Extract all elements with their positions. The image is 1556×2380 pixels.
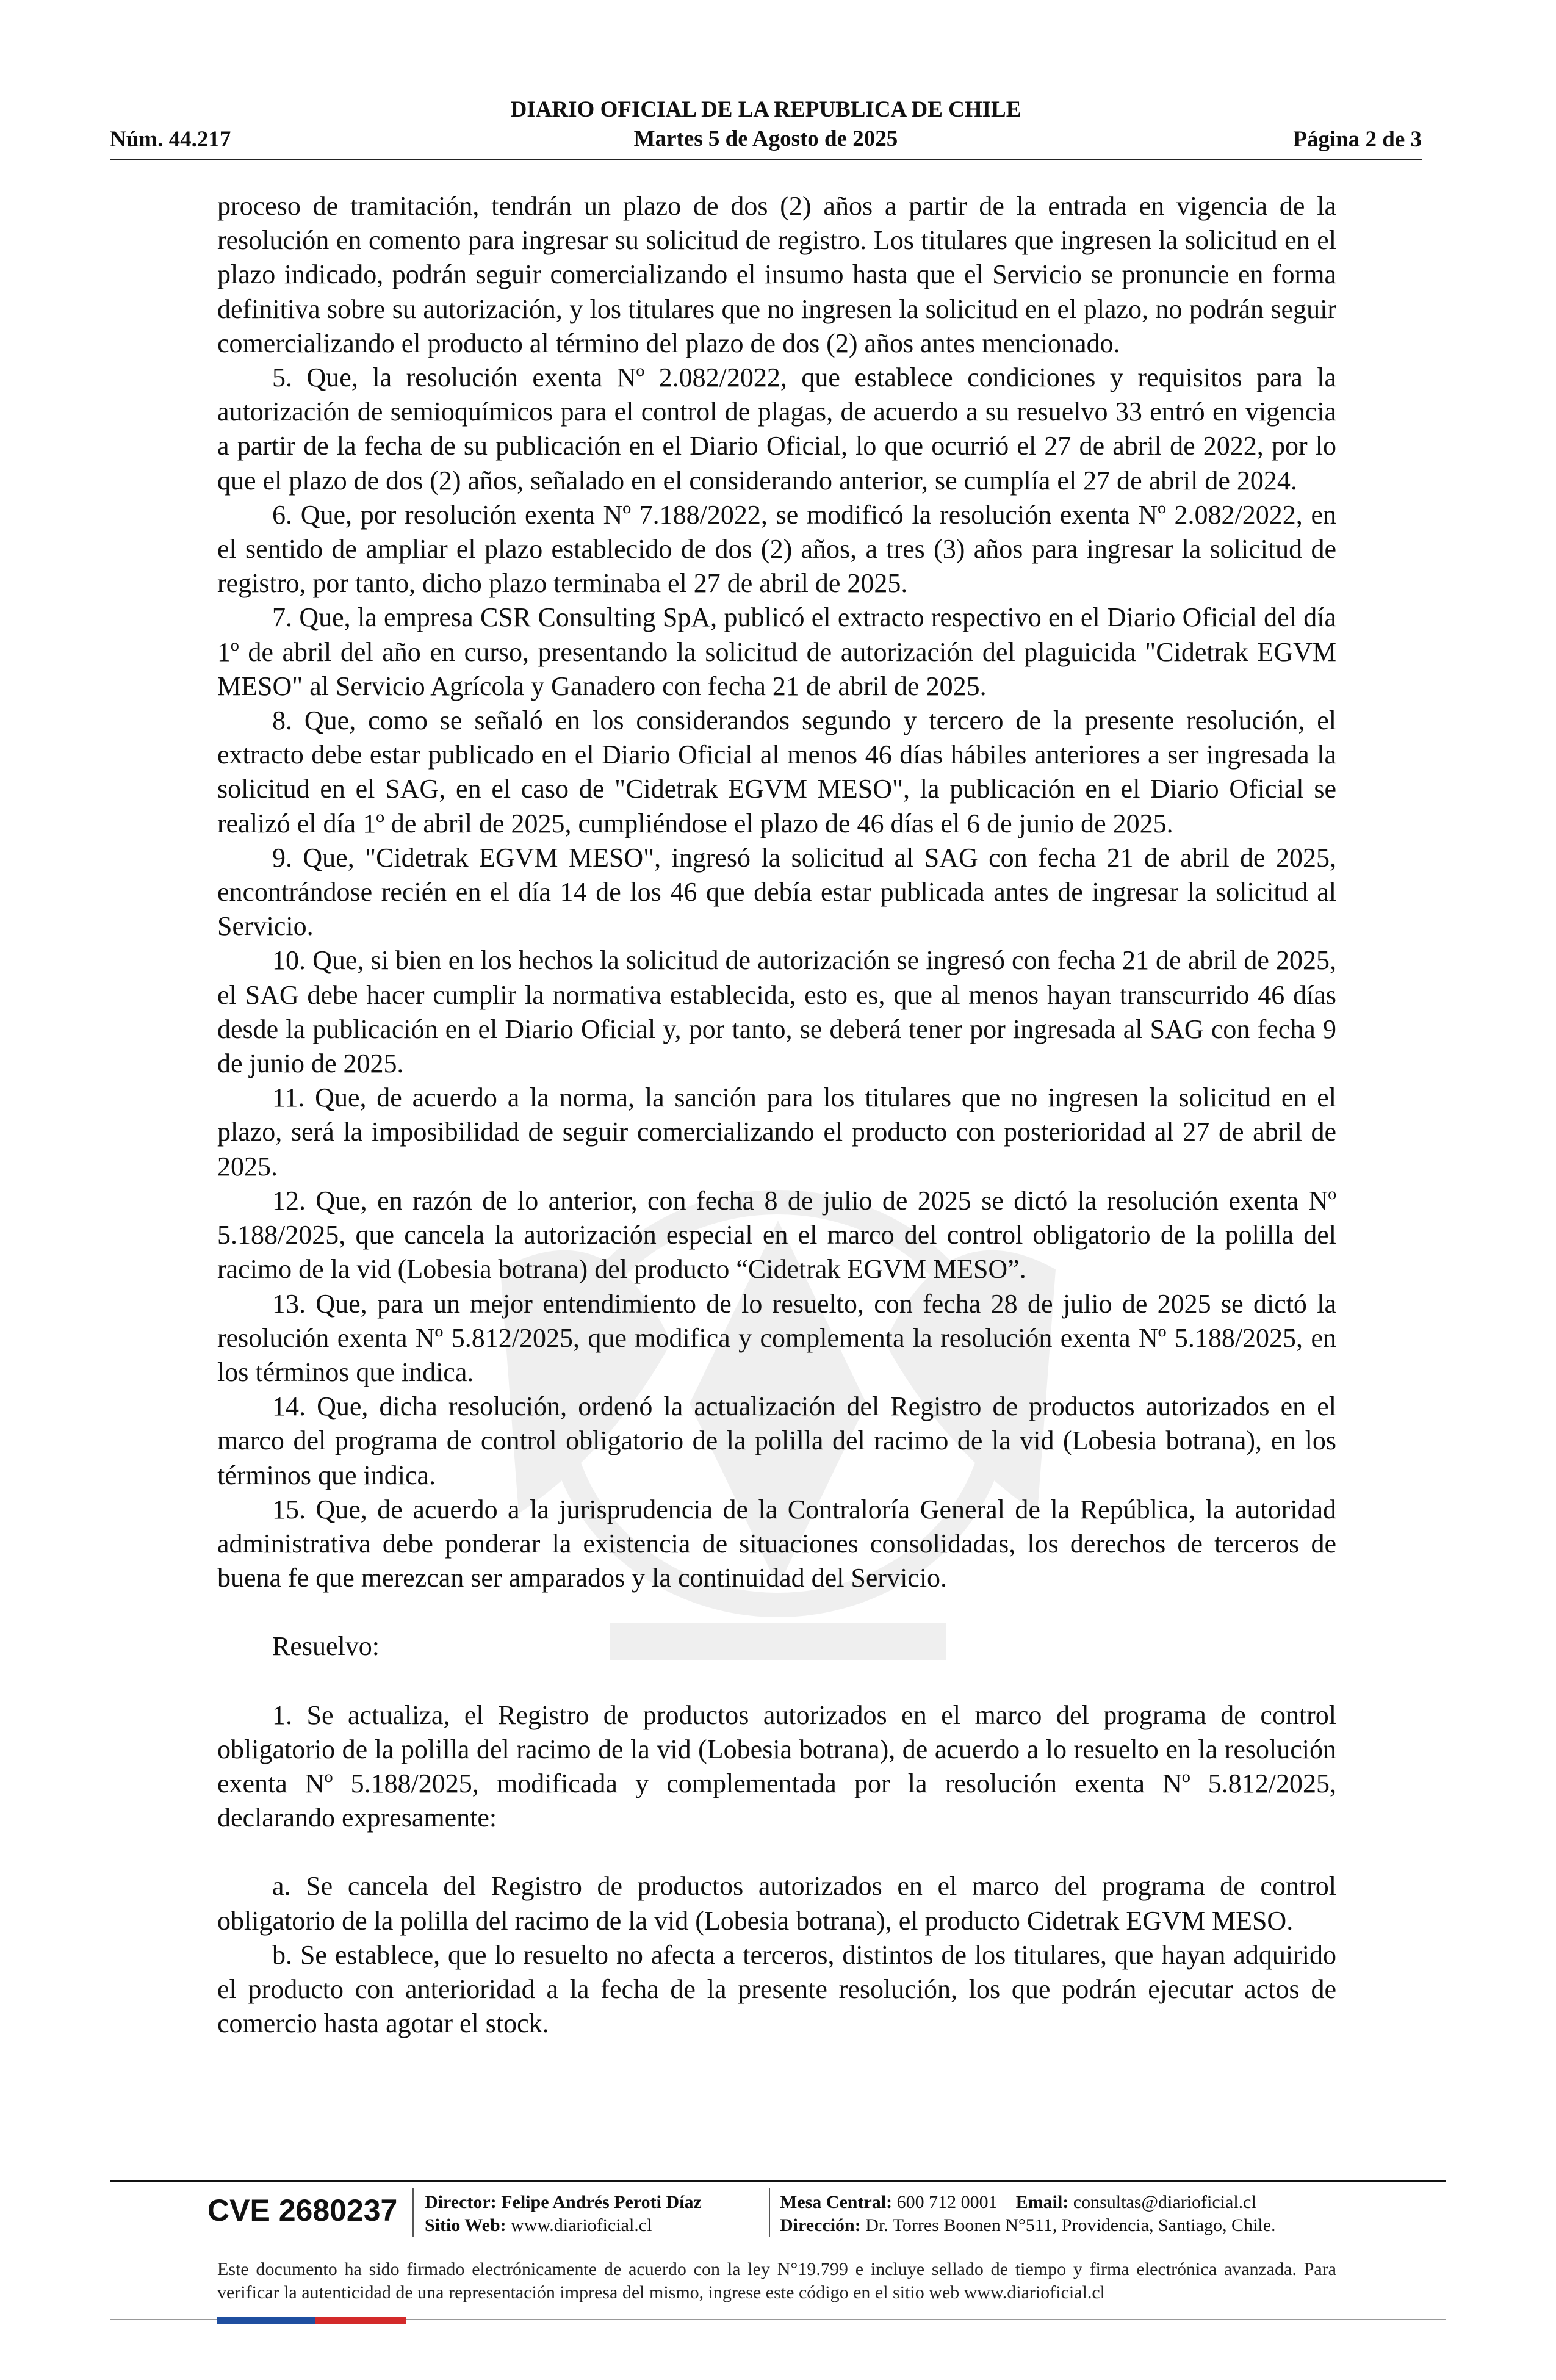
cve-code: CVE 2680237 (207, 2193, 398, 2227)
considerando-9: 9. Que, "Cidetrak EGVM MESO", ingresó la solicitud al SAG con fecha 21 de abril de 2025, encontrándose recién en el día 14 de los 46 que debía estar publicada antes de ingresar la solicitud al Servicio. (217, 842, 1336, 942)
director-name: Felipe Andrés Peroti Díaz (501, 2192, 702, 2212)
page-header (110, 92, 1422, 160)
spacer (217, 1595, 1336, 1629)
footer-divider (412, 2188, 414, 2237)
masthead-title: DIARIO OFICIAL DE LA REPUBLICA DE CHILE (510, 97, 1021, 122)
footer-director-block (425, 2191, 702, 2237)
footer-divider (769, 2188, 770, 2237)
considerando-13: 13. Que, para un mejor entendimiento de lo resuelto, con fecha 28 de julio de 2025 se dictó la resolución exenta Nº 5.812/2025, que modifica y complementa la resolución exenta Nº 5.188/2025, en los términos que indica. (217, 1288, 1336, 1387)
email-label: Email: (1015, 2192, 1069, 2212)
considerando-11: 11. Que, de acuerdo a la norma, la sanción para los titulares que no ingresen la solicitud en el plazo, será la imposibilidad de seguir comercializando el producto con posterioridad al 27 de abril de 2025. (217, 1083, 1336, 1181)
flag-blue-band (217, 2317, 315, 2324)
resuelvo-item-b: b. Se establece, que lo resuelto no afecta a terceros, distintos de los titulares, que hayan adquirido el producto con anterioridad a la fecha de la presente resolución, los que podrán ejecutar actos de comercio hasta agotar el stock. (217, 1939, 1336, 2039)
document-body (217, 189, 1336, 2041)
issue-date: Martes 5 de Agosto de 2025 (633, 126, 898, 151)
director-label: Director: (425, 2192, 497, 2212)
email-link[interactable]: consultas@diarioficial.cl (1073, 2192, 1256, 2212)
flag-stripe (217, 2317, 406, 2324)
address-value: Dr. Torres Boonen N°511, Providencia, Santiago, Chile. (865, 2215, 1276, 2235)
website-link[interactable]: www.diarioficial.cl (511, 2215, 652, 2235)
spacer (217, 1664, 1336, 1698)
resuelvo-heading: Resuelvo: (272, 1631, 380, 1662)
considerando-12: 12. Que, en razón de lo anterior, con fecha 8 de julio de 2025 se dictó la resolución exenta Nº 5.188/2025, que cancela la autorización especial en el marco del control obligatorio de la polilla del racimo de la vid (Lobesia botrana) del producto “Cidetrak EGVM MESO”. (217, 1185, 1336, 1285)
signature-notice: Este documento ha sido firmado electrónicamente de acuerdo con la ley N°19.799 e incluye sellado de tiempo y firma electrónica avanzada. Para verificar la autenticidad de una representación impresa del mismo, ingrese este código en el sitio web www.diarioficial.cl (217, 2259, 1336, 2302)
footer-contact-block (780, 2191, 1276, 2237)
footer-rule (110, 2180, 1446, 2182)
phone-label: Mesa Central: (780, 2192, 893, 2212)
spacer (217, 1835, 1336, 1869)
phone-number: 600 712 0001 (896, 2192, 998, 2212)
page-number: Página 2 de 3 (1293, 127, 1422, 152)
considerando-14: 14. Que, dicha resolución, ordenó la actualización del Registro de productos autorizados en el marco del programa de control obligatorio de la polilla del racimo de la vid (Lobesia botrana), en los términos que indica. (217, 1391, 1336, 1490)
resuelvo-1: 1. Se actualiza, el Registro de productos autorizados en el marco del programa de control obligatorio de la polilla del racimo de la vid (Lobesia botrana), de acuerdo a lo resuelto en la resolución exenta Nº 5.188/2025, modificada y complementada por la resolución exenta Nº 5.812/2025, declarando expresamente: (217, 1700, 1336, 1833)
issue-number: Núm. 44.217 (110, 127, 231, 152)
considerando-8: 8. Que, como se señaló en los considerandos segundo y tercero de la presente resolución, el extracto debe estar publicado en el Diario Oficial al menos 46 días hábiles anteriores a ser ingresada la solicitud en el SAG, en el caso de "Cidetrak EGVM MESO", la publicación en el Diario Oficial se realizó el día 1º de abril de 2025, cumpliéndose el plazo de 46 días el 6 de junio de 2025. (217, 705, 1336, 838)
considerando-6: 6. Que, por resolución exenta Nº 7.188/2022, se modificó la resolución exenta Nº 2.082/2022, en el sentido de ampliar el plazo establecido de dos (2) años, a tres (3) años para ingresar la solicitud de registro, por tanto, dicho plazo terminaba el 27 de abril de 2025. (217, 499, 1336, 599)
considerando-5: 5. Que, la resolución exenta Nº 2.082/2022, que establece condiciones y requisitos para la autorización de semioquímicos para el control de plagas, de acuerdo a su resuelvo 33 entró en vigencia a partir de la fecha de su publicación en el Diario Oficial, lo que ocurrió el 27 de abril de 2022, por lo que el plazo de dos (2) años, señalado en el considerando anterior, se cumplía el 27 de abril de 2024. (217, 362, 1336, 496)
resuelvo-item-a: a. Se cancela del Registro de productos autorizados en el marco del programa de control obligatorio de la polilla del racimo de la vid (Lobesia botrana), el producto Cidetrak EGVM MESO. (217, 1871, 1336, 1936)
address-label: Dirección: (780, 2215, 861, 2235)
masthead (110, 95, 1422, 154)
continuation-paragraph: proceso de tramitación, tendrán un plazo de dos (2) años a partir de la entrada en vigencia de la resolución en comento para ingresar su solicitud de registro. Los titulares que ingresen la solicitud en el plazo indicado, podrán seguir comercializando el insumo hasta que el Servicio se pronuncie en forma definitiva sobre su autorización, y los titulares que no ingresen la solicitud en el plazo, no podrán seguir comercializando el producto al término del plazo de dos (2) años antes mencionado. (217, 191, 1336, 358)
considerando-15: 15. Que, de acuerdo a la jurisprudencia de la Contraloría General de la República, la autoridad administrativa debe ponderar la existencia de situaciones consolidadas, los derechos de terceros de buena fe que merezcan ser amparados y la continuidad del Servicio. (217, 1494, 1336, 1593)
flag-red-band (315, 2317, 406, 2324)
considerando-10: 10. Que, si bien en los hechos la solicitud de autorización se ingresó con fecha 21 de abril de 2025, el SAG debe hacer cumplir la normativa establecida, esto es, que al menos hayan transcurrido 46 días desde la publicación en el Diario Oficial y, por tanto, se deberá tener por ingresada al SAG con fecha 9 de junio de 2025. (217, 945, 1336, 1079)
considerando-7: 7. Que, la empresa CSR Consulting SpA, publicó el extracto respectivo en el Diario Oficial del día 1º de abril del año en curso, presentando la solicitud de autorización del plaguicida "Cidetrak EGVM MESO" al Servicio Agrícola y Ganadero con fecha 21 de abril de 2025. (217, 602, 1336, 701)
website-label: Sitio Web: (425, 2215, 506, 2235)
